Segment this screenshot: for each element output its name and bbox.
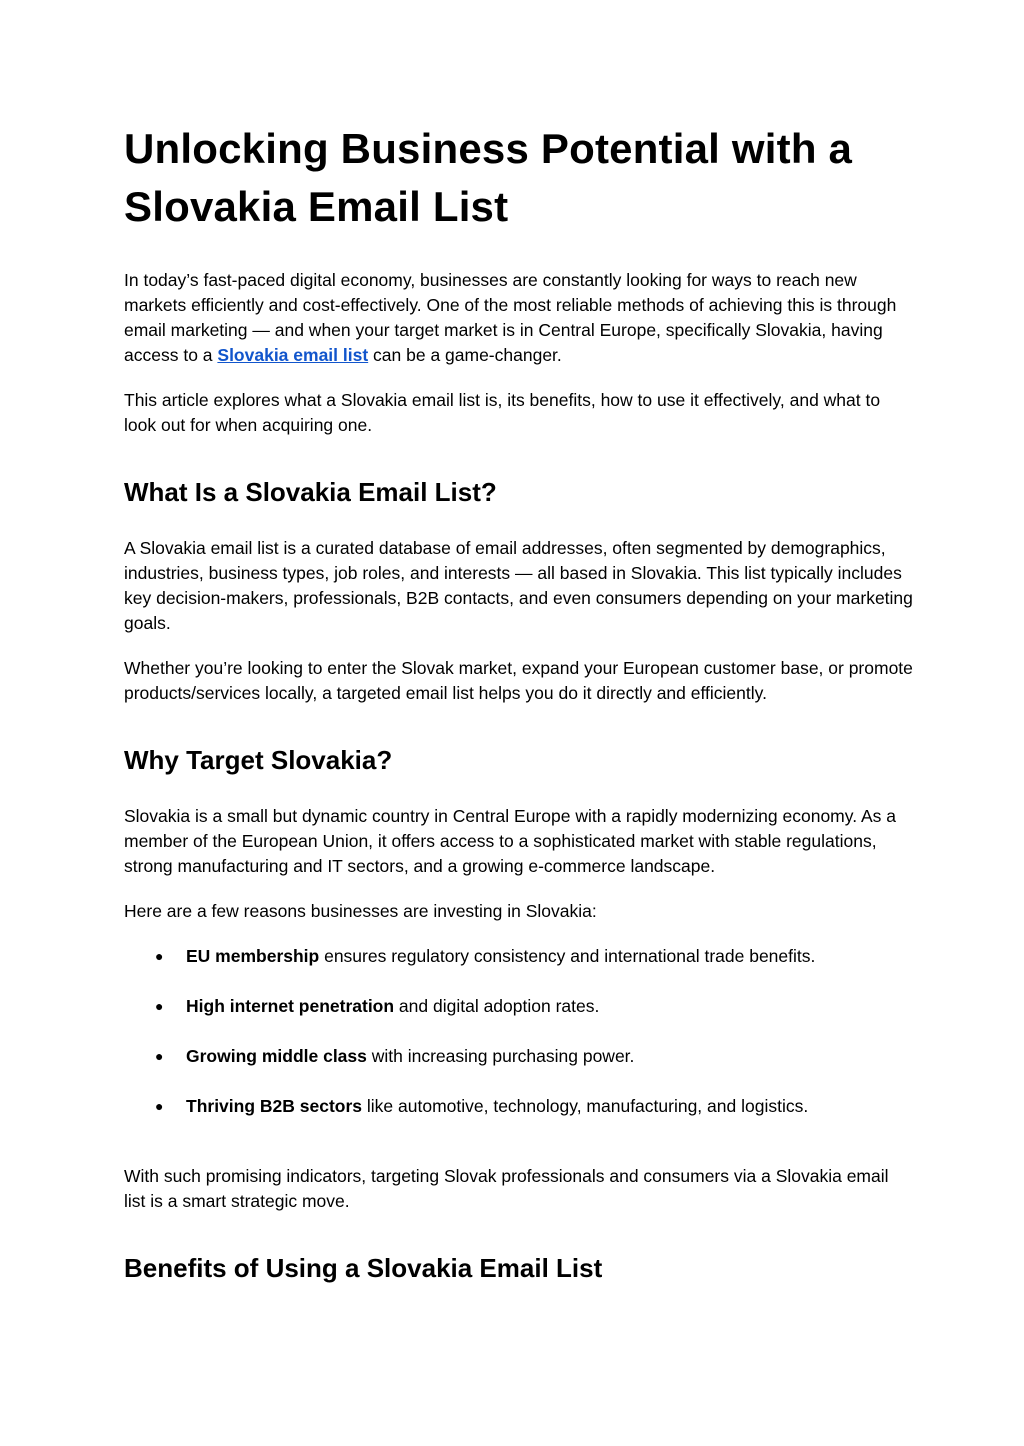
list-item <box>124 1044 914 1069</box>
list-item-bold: Growing middle class <box>186 1046 367 1066</box>
list-item-bold: High internet penetration <box>186 996 395 1016</box>
intro-text-after-link: can be a game-changer. <box>368 345 562 365</box>
list-item <box>124 944 914 969</box>
section-heading-what-is: What Is a Slovakia Email List? <box>124 477 497 507</box>
list-item <box>124 1094 914 1119</box>
list-item-text: ensures regulatory consistency and international trade benefits. <box>319 946 816 966</box>
why-target-paragraph-1: Slovakia is a small but dynamic country in Central Europe with a rapidly modernizing economy. As a member of the European Union, it offers access to a sophisticated market with stable regulations, strong manufacturing and IT sectors, and a growing e-commerce landscape. <box>124 806 896 876</box>
list-item-text: and digital adoption rates. <box>394 996 600 1016</box>
what-is-paragraph-2: Whether you’re looking to enter the Slovak market, expand your European customer base, or promote products/services locally, a targeted email list helps you do it directly and efficiently. <box>124 658 913 703</box>
intro-text-before-link: In today’s fast-paced digital economy, businesses are constantly looking for ways to reach new markets efficiently and cost-effectively. One of the most reliable methods of achieving this is through email marketing — and when your target market is in Central Europe, specifically Slovakia, having access to a <box>124 270 897 365</box>
slovakia-email-list-link[interactable]: Slovakia email list <box>217 345 369 365</box>
why-target-paragraph-3: With such promising indicators, targeting Slovak professionals and consumers via a Slovakia email list is a smart strategic move. <box>124 1166 889 1211</box>
intro-paragraph-2: This article explores what a Slovakia email list is, its benefits, how to use it effectively, and what to look out for when acquiring one. <box>124 390 881 435</box>
list-item-bold: Thriving B2B sectors <box>186 1096 363 1116</box>
list-item-text: like automotive, technology, manufacturing, and logistics. <box>362 1096 809 1116</box>
reasons-list <box>124 944 914 1119</box>
bullet-icon: ● <box>155 1098 164 1114</box>
section-heading-benefits: Benefits of Using a Slovakia Email List <box>124 1253 603 1283</box>
list-item <box>124 994 914 1019</box>
section-heading-why-target: Why Target Slovakia? <box>124 745 393 775</box>
list-item-text: with increasing purchasing power. <box>366 1046 635 1066</box>
bullet-icon: ● <box>155 998 164 1014</box>
bullet-icon: ● <box>155 1048 164 1064</box>
what-is-paragraph-1: A Slovakia email list is a curated database of email addresses, often segmented by demographics, industries, business types, job roles, and interests — all based in Slovakia. This list typically includes key decision-makers, professionals, B2B contacts, and even consumers depending on your marketing goals. <box>124 538 913 633</box>
why-target-paragraph-2: Here are a few reasons businesses are investing in Slovakia: <box>124 901 597 921</box>
list-item-bold: EU membership <box>186 946 320 966</box>
bullet-icon: ● <box>155 948 164 964</box>
page-title: Unlocking Business Potential with a Slovakia Email List <box>124 125 853 230</box>
document-page <box>124 120 914 1312</box>
intro-paragraph <box>124 268 914 368</box>
